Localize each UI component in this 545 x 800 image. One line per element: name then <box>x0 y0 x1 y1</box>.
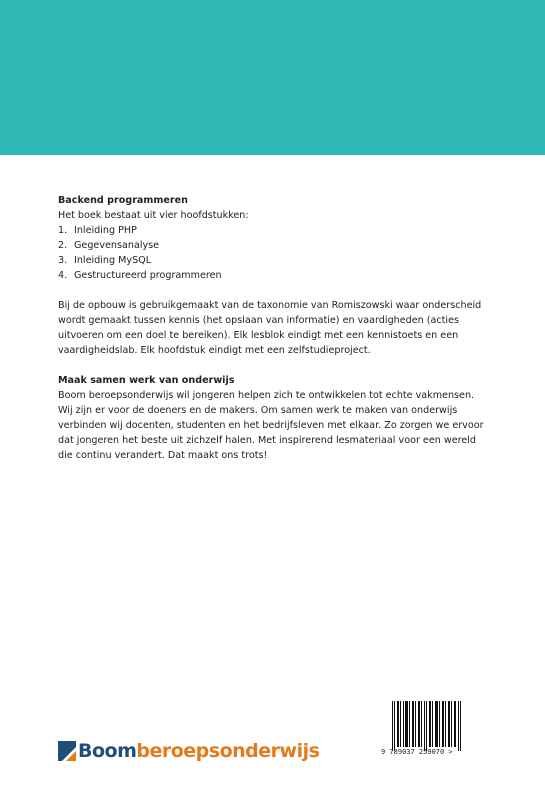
chapter-item: 3. Inleiding MySQL <box>58 255 152 266</box>
logo-word-boom: Boom <box>78 740 137 762</box>
chapter-list <box>58 223 498 283</box>
chapter-item: 4. Gestructureerd programmeren <box>58 270 222 281</box>
cover-color-band <box>0 0 545 155</box>
paragraph-line: die continu verandert. Dat maakt ons trots! <box>58 450 268 461</box>
intro-text: Het boek bestaat uit vier hoofdstukken: <box>58 210 249 221</box>
section-heading-backend: Backend programmeren <box>58 195 188 206</box>
paragraph-line: verbinden wij docenten, studenten en het bedrijfsleven met elkaar. Zo zorgen we ervoor <box>58 420 484 431</box>
paragraph-line: Boom beroepsonderwijs wil jongeren helpen zich te ontwikkelen tot echte vakmensen. <box>58 390 475 401</box>
logo-word-beroepsonderwijs: beroepsonderwijs <box>136 740 320 762</box>
chapter-item: 2. Gegevensanalyse <box>58 240 160 251</box>
publisher-logo <box>58 738 319 764</box>
paragraph-line: dat jongeren het beste uit zichzelf halen. Met inspirerend lesmateriaal voor een wereld <box>58 435 477 446</box>
barcode-icon <box>392 701 462 751</box>
logo-mark-icon <box>58 741 76 761</box>
paragraph-line: Bij de opbouw is gebruikgemaakt van de taxonomie van Romiszowski waar onderscheid <box>58 300 482 311</box>
barcode-digits: 9 789037 259070 > <box>381 748 453 756</box>
back-cover-text <box>58 193 498 463</box>
chapter-item: 1. Inleiding PHP <box>58 225 137 236</box>
section-heading-onderwijs: Maak samen werk van onderwijs <box>58 375 235 386</box>
paragraph-line: vaardigheidslab. Elk hoofdstuk eindigt met een zelfstudieproject. <box>58 345 371 356</box>
paragraph-line: uitvoeren om een doel te bereiken). Elk lesblok eindigt met een kennistoets en een <box>58 330 459 341</box>
paragraph-line: Wij zijn er voor de doeners en de makers. Om samen werk te maken van onderwijs <box>58 405 458 416</box>
paragraph-line: wordt gemaakt tussen kennis (het opslaan van informatie) en vaardigheden (acties <box>58 315 459 326</box>
